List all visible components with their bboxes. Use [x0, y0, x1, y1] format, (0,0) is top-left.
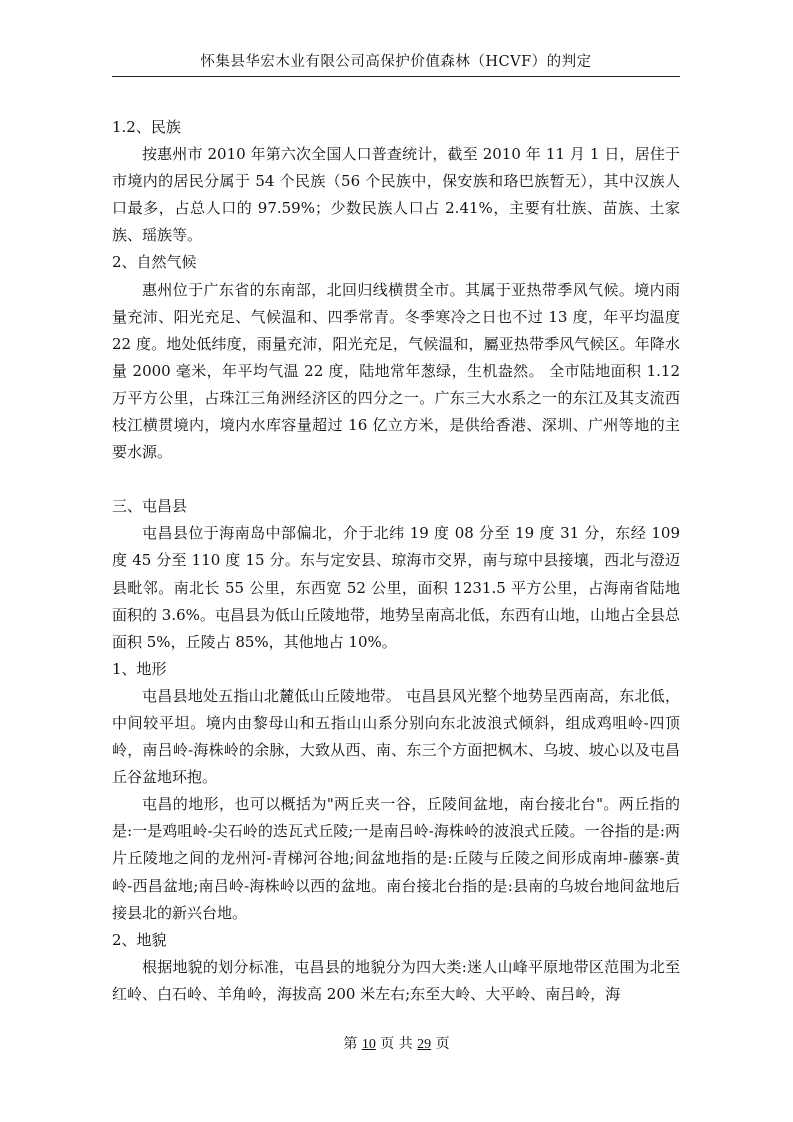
footer-middle: 页 共	[380, 1036, 413, 1052]
section-heading-tunchang: 三、屯昌县	[112, 497, 188, 516]
current-page-number: 10	[361, 1037, 376, 1052]
section-heading-climate: 2、自然气候	[112, 253, 197, 272]
total-page-count: 29	[417, 1037, 432, 1052]
section-heading-ethnicity: 1.2、民族	[112, 118, 181, 136]
footer-prefix: 第	[343, 1036, 358, 1052]
section-heading-landform: 2、地貌	[112, 930, 167, 949]
paragraph-terrain-1: 屯昌县地处五指山北麓低山丘陵地带。 屯昌县风光整个地势呈西南高，东北低，中间较平坦。境内由黎母山和五指山山系分别向东北波浪式倾斜，组成鸡咀岭-四顶岭，南吕岭-海株岭的余脉，大致从西、南、东三个方面把枫木、乌坡、坡心以及屯昌丘谷盆地环抱。	[112, 686, 680, 787]
paragraph-climate: 惠州位于广东省的东南部，北回归线横贯全市。其属于亚热带季风气候。境内雨量充沛、阳光充足、气候温和、四季常青。冬季寒冷之日也不过 13 度，年平均温度 22 度。地处低纬度，雨量充沛，阳光充足，气候温和，屬亚热带季风气候区。年降水量 2000 毫米，年平均气温 22 度，陆地常年葱绿，生机盎然。 全市陆地面积 1.12 万平方公里，占珠江三角洲经济区的四分之一。广东三大水系之一的东江及其支流西枝江横贯境内，境内水库容量超过 16 亿立方米，是供给香港、深圳、广州等地的主要水源。	[112, 280, 680, 462]
paragraph-ethnicity: 按惠州市 2010 年第六次全国人口普查统计，截至 2010 年 11 月 1 日，居住于市境内的居民分属于 54 个民族（56 个民族中，保安族和珞巴族暂无），其中汉族人口最多，占总人口的 97.59%；少数民族人口占 2.41%，主要有壮族、苗族、土家族、瑶族等。	[112, 145, 680, 245]
footer-suffix: 页	[435, 1036, 450, 1052]
paragraph-landform: 根据地貌的划分标准，屯昌县的地貌分为四大类:迷人山峰平原地带区范围为北至红岭、白石岭、羊角岭，海拔高 200 米左右;东至大岭、大平岭、南吕岭，海	[112, 957, 680, 1003]
blank-line	[112, 466, 680, 493]
paragraph-terrain-2: 屯昌的地形，也可以概括为"两丘夹一谷，丘陵间盆地，南台接北台"。两丘指的是:一是鸡咀岭-尖石岭的迭瓦式丘陵;一是南吕岭-海株岭的波浪式丘陵。一谷指的是:两片丘陵地之间的龙州河-青梯河谷地;间盆地指的是:丘陵与丘陵之间形成南坤-藤寨-黄岭-西昌盆地;南吕岭-海株岭以西的盆地。南台接北台指的是:县南的乌坡台地间盆地后接县北的新兴台地。	[112, 795, 680, 922]
section-heading-terrain: 1、地形	[112, 659, 167, 678]
page-header-title: 怀集县华宏木业有限公司高保护价值森林（HCVF）的判定	[200, 54, 592, 70]
document-body	[112, 114, 680, 1008]
paragraph-tunchang: 屯昌县位于海南岛中部偏北，介于北纬 19 度 08 分至 19 度 31 分，东经 109 度 45 分至 110 度 15 分。东与定安县、琼海市交界，南与琼中县接壤，西北与澄迈县毗邻。南北长 55 公里，东西宽 52 公里，面积 1231.5 平方公里，占海南省陆地面积的 3.6%。屯昌县为低山丘陵地带，地势呈南高北低，东西有山地，山地占全县总面积 5%，丘陵占 85%，其他地占 10%。	[112, 524, 680, 651]
header-divider	[112, 76, 680, 77]
page-footer	[0, 1033, 793, 1053]
